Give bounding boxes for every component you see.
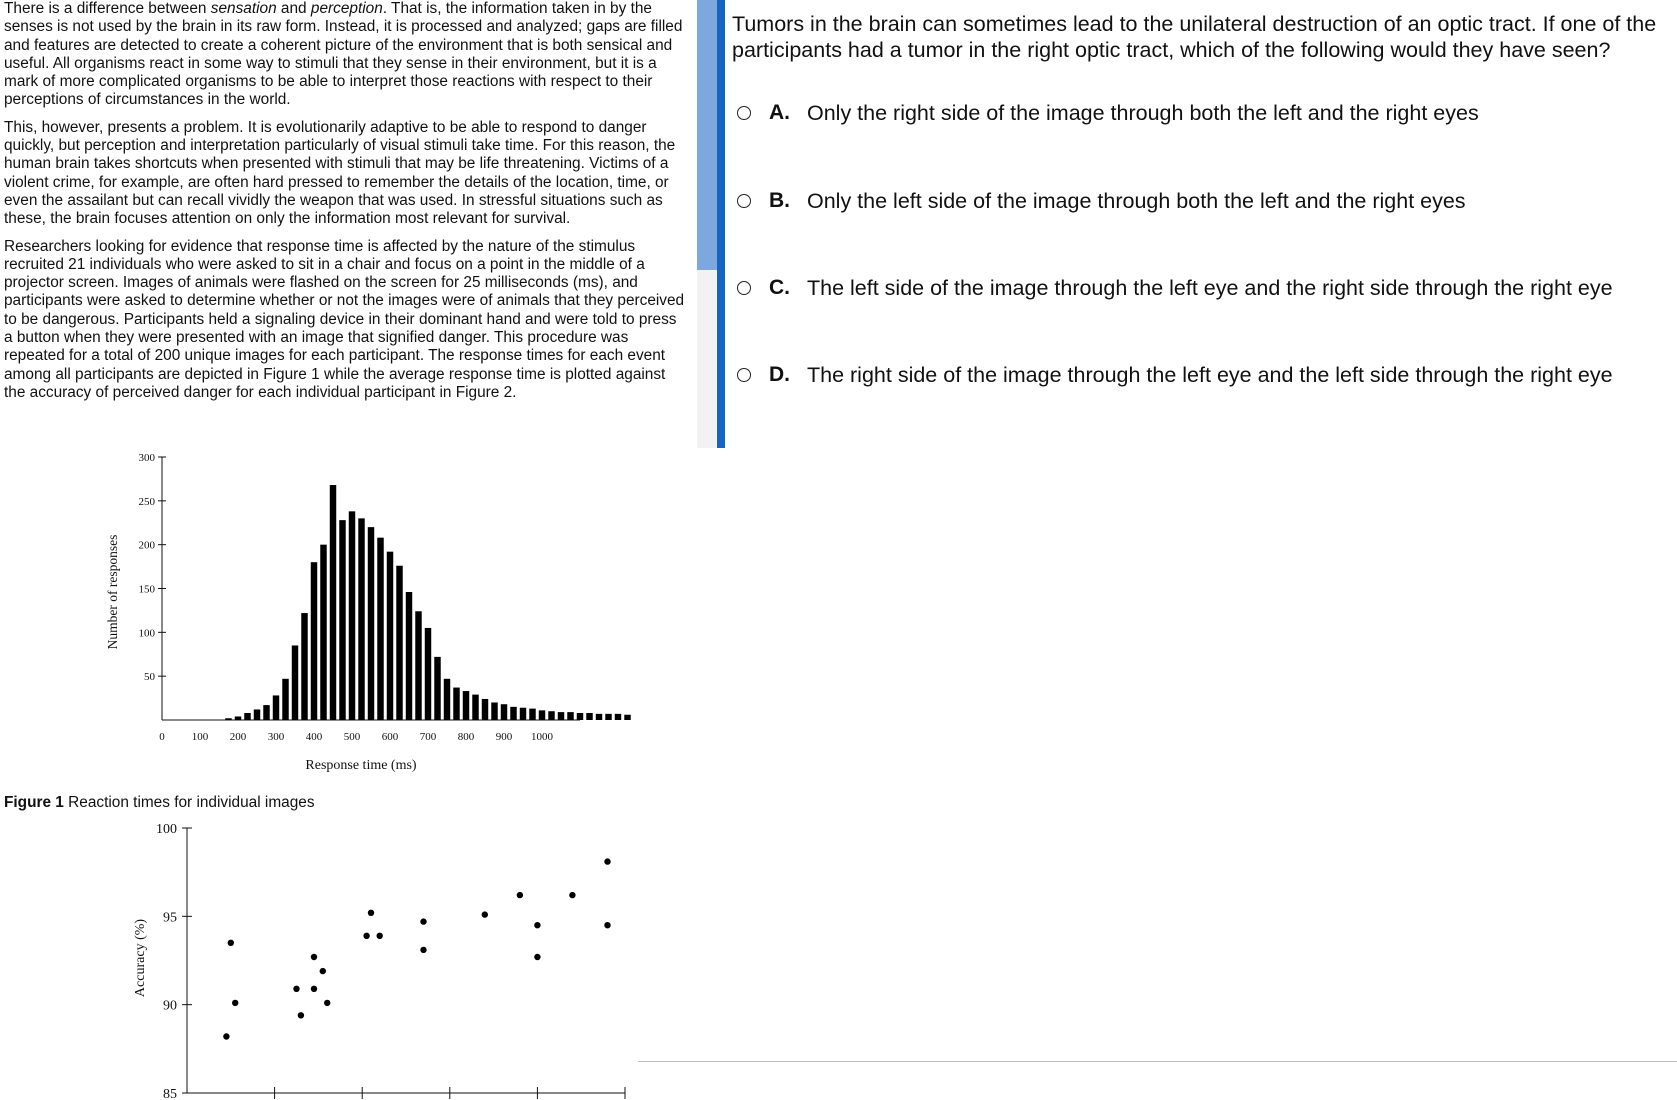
hist-bar — [425, 628, 431, 720]
hist-bar — [482, 699, 488, 720]
hist-x-tick-label: 100 — [191, 731, 209, 743]
option-text: The right side of the image through the left eye and the left side through the right eye — [807, 362, 1613, 387]
figure-1-caption-text: Reaction times for individual images — [63, 794, 315, 811]
pane-divider[interactable] — [717, 0, 725, 448]
hist-y-tick-label: 150 — [138, 583, 155, 596]
radio-icon[interactable] — [737, 368, 751, 382]
passage-pane[interactable] — [0, 0, 697, 1100]
scatter-point — [228, 940, 234, 946]
passage-paragraph-3: Researchers looking for evidence that response time is affected by the nature of the stimulus recruited 21 individuals who were asked to sit in a chair and focus on a point in the middle of a projector screen. Images of animals were flashed on the screen for 25 milliseconds (ms), and participants were asked to determine whether or not the images were of animals that they perceived to be dangerous. Participants held a signaling device in their dominant hand and were told to press a button when they were presented with an image that signified danger. This procedure was repeated for a total of 200 unique images for each participant. The response times for each event among all participants are depicted in Figure 1 while the average response time is plotted against the accuracy of perceived danger for each individual participant in Figure 2. — [4, 237, 685, 401]
hist-bar — [539, 710, 545, 720]
hist-bar — [406, 592, 412, 720]
radio-icon[interactable] — [737, 106, 751, 120]
scatter-point — [320, 968, 326, 974]
figure-1-label: Figure 1 — [4, 794, 64, 811]
scatter-point — [569, 892, 575, 898]
hist-y-tick-label: 200 — [138, 539, 155, 552]
hist-y-tick-label: 250 — [138, 495, 155, 508]
scatter-point — [534, 922, 540, 928]
p1-text-rest: . That is, the information taken in by the senses is not used by the brain in its raw form. Instead, it is processed and analyzed; gaps are filled and features are detected to create a coherent picture of the environment that is both sensical and useful. All organisms react in some way to stimuli that they sense in their environment, but it is a mark of more complicated organisms to be able to interpret those reactions with respect to their perceptions of circumstances in the world. — [4, 0, 683, 109]
figure-1-histogram — [0, 448, 697, 788]
option-letter: A. — [769, 101, 790, 124]
hist-x-tick-label: 900 — [495, 731, 513, 743]
radio-icon[interactable] — [737, 194, 751, 208]
scatter-point — [298, 1012, 304, 1018]
scatter-point — [517, 892, 523, 898]
scatter-point — [363, 933, 369, 939]
passage-scrollbar-thumb[interactable] — [697, 0, 717, 270]
passage-text — [4, 0, 687, 411]
hist-bar — [349, 511, 355, 720]
option-letter: C. — [769, 276, 790, 299]
hist-bar — [615, 714, 621, 720]
hist-x-tick-label: 0 — [159, 731, 165, 743]
figure-2-scatter — [0, 818, 697, 1100]
hist-bar — [235, 716, 241, 720]
scatter-y-tick-label: 100 — [156, 822, 177, 837]
hist-bar — [339, 520, 345, 720]
hist-bar — [577, 713, 583, 720]
scatter-point — [420, 918, 426, 924]
hist-y-axis-label: Number of responses — [105, 534, 120, 650]
option-letter: D. — [769, 363, 790, 386]
scatter-point — [377, 933, 383, 939]
option-text: The left side of the image through the left eye and the right side through the right eye — [807, 275, 1613, 300]
scatter-point — [311, 986, 317, 992]
hist-bar — [529, 709, 535, 720]
scatter-point — [604, 922, 610, 928]
bottom-divider — [638, 1061, 1677, 1062]
hist-bar — [624, 715, 630, 720]
option-letter: B. — [769, 189, 790, 212]
scatter-point — [482, 911, 488, 917]
hist-bar — [244, 713, 250, 720]
hist-bar — [567, 712, 573, 720]
hist-x-tick-label: 200 — [229, 731, 247, 743]
hist-bar — [387, 552, 393, 720]
hist-bar — [263, 705, 269, 720]
scatter-y-tick-label: 90 — [163, 998, 177, 1014]
option-text: Only the right side of the image through both the left and the right eyes — [807, 100, 1479, 125]
hist-bar — [358, 518, 364, 720]
scatter-point — [324, 1000, 330, 1006]
hist-bar — [520, 708, 526, 720]
hist-y-tick-label: 100 — [138, 627, 155, 640]
p1-text-and: and — [276, 0, 311, 17]
passage-paragraph-2: This, however, presents a problem. It is evolutionarily adaptive to be able to respond to danger quickly, but perception and interpretation particularly of visual stimuli take time. For this reason, the human brain takes shortcuts when presented with stimuli that may be life threatening. Victims of a violent crime, for example, are often hard pressed to remember the details of the location, time, or even the assailant but can recall vividly the weapon that was used. In stressful situations such as these, the brain focuses attention on only the information most relevant for survival. — [4, 118, 676, 228]
hist-x-tick-label: 400 — [305, 731, 323, 743]
hist-bar — [434, 657, 440, 720]
hist-x-tick-label: 700 — [419, 731, 437, 743]
hist-bar — [273, 695, 279, 720]
hist-bar — [311, 562, 317, 720]
hist-bar — [596, 714, 602, 720]
scatter-point — [604, 858, 610, 864]
hist-bar — [320, 545, 326, 720]
scatter-point — [311, 954, 317, 960]
scatter-point — [232, 1000, 238, 1006]
passage-paragraph-1 — [4, 0, 687, 110]
hist-bar — [463, 691, 469, 720]
scatter-point — [368, 910, 374, 916]
hist-bar — [453, 688, 459, 720]
answer-option-d[interactable] — [737, 355, 1613, 395]
hist-bar — [301, 613, 307, 720]
p1-emphasis-sensation: sensation — [210, 0, 277, 17]
scatter-y-tick-label: 95 — [163, 910, 177, 926]
hist-bar — [292, 645, 298, 720]
hist-bar — [396, 566, 402, 720]
hist-bar — [491, 702, 497, 720]
p1-emphasis-perception: perception — [310, 0, 383, 17]
answer-option-a[interactable] — [737, 93, 1479, 133]
radio-icon[interactable] — [737, 281, 751, 295]
question-pane — [732, 0, 1677, 1100]
hist-bar — [415, 611, 421, 720]
question-stem: Tumors in the brain can sometimes lead to the unilateral destruction of an optic tract. If one of the participants had a tumor in the right optic tract, which of the following would they have seen? — [732, 12, 1657, 62]
answer-option-c[interactable] — [737, 268, 1613, 308]
scatter-point — [420, 947, 426, 953]
option-text: Only the left side of the image through both the left and the right eyes — [807, 188, 1466, 213]
scatter-point — [293, 986, 299, 992]
hist-y-tick-label: 300 — [138, 452, 155, 464]
figure-1-caption — [4, 794, 315, 812]
answer-option-b[interactable] — [737, 181, 1466, 221]
hist-bar — [254, 709, 260, 720]
hist-y-tick-label: 50 — [144, 671, 155, 684]
hist-bar — [548, 711, 554, 720]
p1-text-start: There is a difference between — [4, 0, 211, 17]
hist-bar — [558, 712, 564, 720]
hist-x-tick-label: 300 — [267, 731, 285, 743]
hist-x-tick-label: 500 — [343, 731, 361, 743]
scatter-y-tick-label: 85 — [163, 1087, 177, 1100]
hist-bar — [472, 695, 478, 720]
scatter-point — [223, 1033, 229, 1039]
hist-x-tick-label: 800 — [457, 731, 475, 743]
scatter-y-axis-label: Accuracy (%) — [133, 918, 148, 998]
hist-bar — [377, 538, 383, 720]
hist-bar — [444, 679, 450, 720]
hist-x-tick-label: 1000 — [531, 731, 553, 743]
hist-bar — [225, 718, 231, 720]
hist-bar — [282, 679, 288, 720]
hist-x-tick-label: 600 — [381, 731, 399, 743]
hist-bar — [510, 707, 516, 720]
hist-bar — [330, 485, 336, 720]
hist-bar — [501, 704, 507, 720]
scatter-point — [534, 954, 540, 960]
hist-bar — [586, 713, 592, 720]
hist-x-axis-label: Response time (ms) — [305, 758, 417, 773]
hist-bar — [605, 714, 611, 720]
hist-bar — [368, 527, 374, 720]
